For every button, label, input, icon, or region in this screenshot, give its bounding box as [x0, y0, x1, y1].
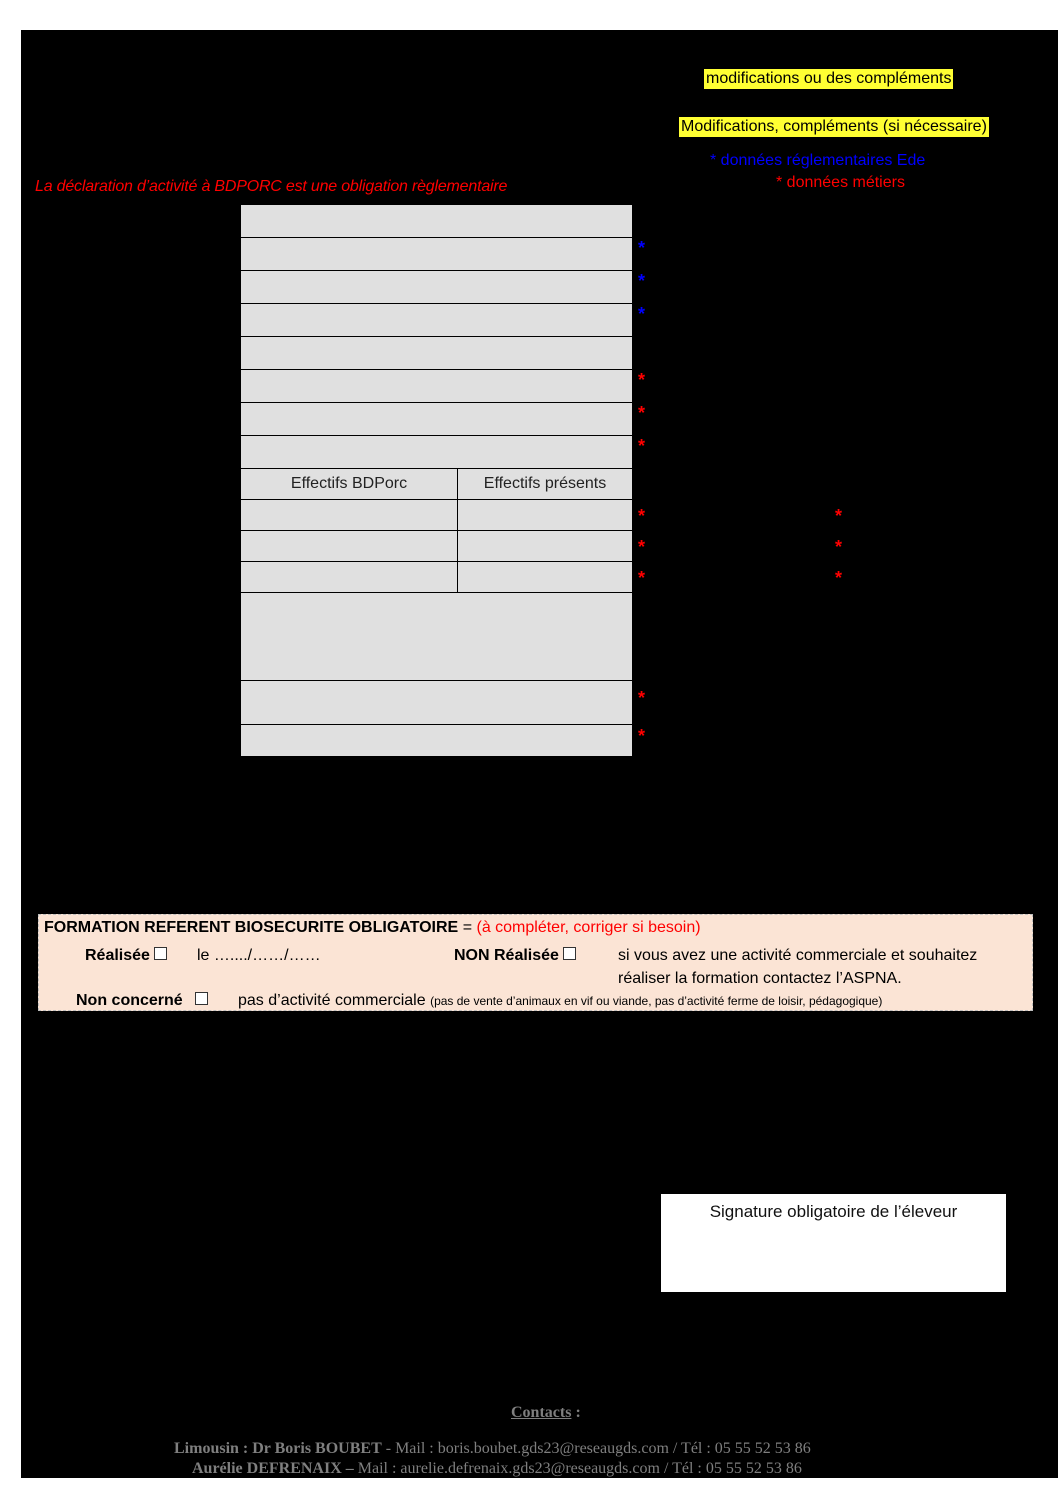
realisee-label: Réalisée — [85, 947, 150, 964]
field-row-2[interactable] — [240, 237, 633, 271]
non-concerne-option[interactable] — [76, 991, 208, 1011]
contact-1-details: - Mail : boris.boubet.gds23@reseaugds.com / Tél : 05 55 52 53 86 — [381, 1440, 811, 1457]
effectif-bdporc-3[interactable] — [240, 561, 458, 593]
field-row-7[interactable] — [240, 402, 633, 436]
effectif-present-2[interactable] — [457, 530, 633, 562]
required-star-blue: * — [638, 304, 646, 324]
contacts-heading: Contacts — [511, 1404, 572, 1421]
required-star-red: * — [835, 506, 843, 526]
required-star-red: * — [638, 688, 646, 708]
non-concerne-text: pas d’activité commerciale — [238, 992, 426, 1009]
obligation-notice: La déclaration d’activité à BDPORC est une obligation règlementaire — [35, 178, 508, 195]
required-star-red: * — [638, 370, 646, 390]
required-star-red: * — [638, 726, 646, 746]
required-star-red: * — [638, 537, 646, 557]
highlight-modifications-complements: Modifications, compléments (si nécessaire) — [681, 118, 987, 135]
non-realisee-checkbox[interactable] — [563, 947, 576, 960]
required-star-blue: * — [638, 271, 646, 291]
non-concerne-checkbox[interactable] — [195, 992, 208, 1005]
non-realisee-text-2: réaliser la formation contactez l’ASPNA. — [618, 970, 902, 987]
non-realisee-label: NON Réalisée — [454, 947, 559, 964]
required-star-blue: * — [638, 238, 646, 258]
required-star-red: * — [638, 403, 646, 423]
required-star-red: * — [638, 436, 646, 456]
contact-line-2 — [192, 1460, 802, 1478]
date-field[interactable]: le …..../……/…… — [197, 947, 321, 964]
field-row-3[interactable] — [240, 270, 633, 304]
field-row-9[interactable] — [240, 680, 633, 725]
contact-2-details: Mail : aurelie.defrenaix.gds23@reseaugds.com / Tél : 05 55 52 53 86 — [353, 1460, 802, 1477]
contact-line-1 — [174, 1440, 811, 1458]
formation-equals: = — [462, 919, 473, 936]
realisee-option[interactable] — [85, 946, 167, 966]
effectif-present-3[interactable] — [457, 561, 633, 593]
required-star-red: * — [638, 506, 646, 526]
non-concerne-label: Non concerné — [76, 992, 183, 1009]
signature-label: Signature obligatoire de l’éleveur — [709, 1202, 958, 1221]
required-star-red: * — [835, 537, 843, 557]
signature-box[interactable] — [660, 1193, 1007, 1293]
field-row-8[interactable] — [240, 435, 633, 469]
non-concerne-description — [238, 991, 882, 1011]
required-star-red: * — [835, 568, 843, 588]
field-row-4[interactable] — [240, 303, 633, 337]
field-row-1[interactable] — [240, 204, 633, 238]
non-realisee-text-1: si vous avez une activité commerciale et souhaitez — [618, 947, 978, 964]
effectif-present-1[interactable] — [457, 499, 633, 531]
legend-red: * données métiers — [776, 174, 905, 191]
formation-note: (à compléter, corriger si besoin) — [476, 919, 701, 936]
legend-blue: * données réglementaires Ede — [710, 152, 926, 169]
field-row-5[interactable] — [240, 336, 633, 370]
effectif-bdporc-2[interactable] — [240, 530, 458, 562]
header-effectifs-presents: Effectifs présents — [457, 468, 633, 500]
formation-section — [38, 914, 1033, 1011]
contacts-heading-line — [511, 1404, 581, 1422]
effectif-bdporc-1[interactable] — [240, 499, 458, 531]
field-row-10[interactable] — [240, 724, 633, 757]
header-effectifs-bdporc: Effectifs BDPorc — [240, 468, 458, 500]
contact-1-name: Limousin : Dr Boris BOUBET — [174, 1440, 382, 1457]
contacts-colon: : — [571, 1404, 581, 1421]
required-star-red: * — [638, 568, 646, 588]
non-concerne-small: (pas de vente d’animaux en vif ou viande, pas d’activité ferme de loisir, pédagogique) — [430, 994, 883, 1008]
field-row-6[interactable] — [240, 369, 633, 403]
formation-title-line — [44, 918, 701, 938]
formation-title: FORMATION REFERENT BIOSECURITE OBLIGATOIRE — [44, 919, 459, 936]
realisee-checkbox[interactable] — [154, 947, 167, 960]
highlight-modifications: modifications ou des compléments — [706, 70, 952, 87]
field-large[interactable] — [240, 592, 633, 681]
contact-2-name: Aurélie DEFRENAIX – — [192, 1460, 354, 1477]
non-realisee-option[interactable] — [454, 946, 576, 966]
